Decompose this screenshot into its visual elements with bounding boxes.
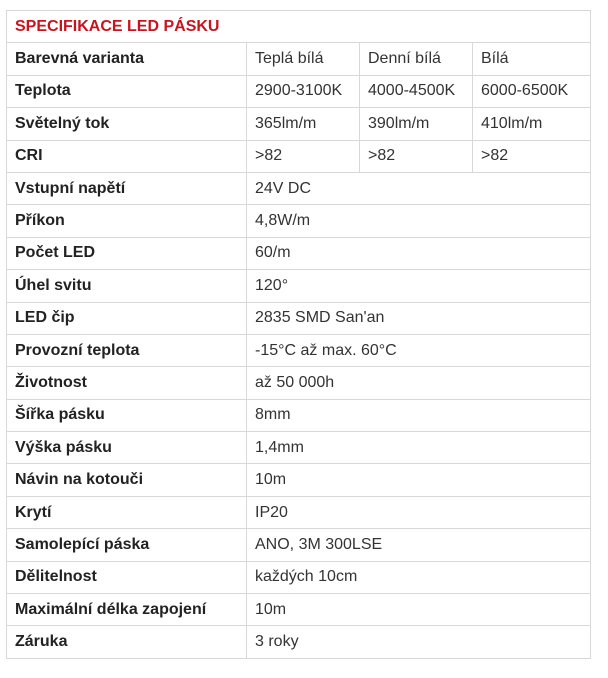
flux-day-white: 390lm/m: [360, 108, 473, 140]
spec-table: [6, 10, 591, 659]
row-value: až 50 000h: [247, 367, 591, 399]
table-row: [7, 529, 591, 561]
row-label: Vstupní napětí: [7, 172, 247, 204]
table-row: [7, 626, 591, 658]
temperature-white: 6000-6500K: [473, 75, 591, 107]
table-row: [7, 594, 591, 626]
row-label: Barevná varianta: [7, 43, 247, 75]
flux-white: 410lm/m: [473, 108, 591, 140]
row-label: Krytí: [7, 496, 247, 528]
cri-day-white: >82: [360, 140, 473, 172]
row-label: CRI: [7, 140, 247, 172]
table-row-variant: [7, 43, 591, 75]
row-label: Životnost: [7, 367, 247, 399]
row-label: Záruka: [7, 626, 247, 658]
table-row: [7, 496, 591, 528]
table-row-temperature: [7, 75, 591, 107]
table-title-row: [7, 11, 591, 43]
flux-warm-white: 365lm/m: [247, 108, 360, 140]
row-label: Dělitelnost: [7, 561, 247, 593]
row-value: -15°C až max. 60°C: [247, 334, 591, 366]
row-label: Provozní teplota: [7, 334, 247, 366]
row-label: Teplota: [7, 75, 247, 107]
row-value: každých 10cm: [247, 561, 591, 593]
table-row: [7, 432, 591, 464]
cri-warm-white: >82: [247, 140, 360, 172]
table-row-cri: [7, 140, 591, 172]
row-label: Úhel svitu: [7, 270, 247, 302]
table-title: SPECIFIKACE LED PÁSKU: [7, 11, 591, 43]
table-row: [7, 172, 591, 204]
row-value: 3 roky: [247, 626, 591, 658]
row-value: ANO, 3M 300LSE: [247, 529, 591, 561]
row-label: Výška pásku: [7, 432, 247, 464]
row-value: 10m: [247, 464, 591, 496]
table-row: [7, 270, 591, 302]
row-value: 8mm: [247, 399, 591, 431]
row-value: 60/m: [247, 237, 591, 269]
variant-warm-white: Teplá bílá: [247, 43, 360, 75]
variant-day-white: Denní bílá: [360, 43, 473, 75]
row-label: Samolepící páska: [7, 529, 247, 561]
row-label: Šířka pásku: [7, 399, 247, 431]
row-label: Příkon: [7, 205, 247, 237]
table-row: [7, 302, 591, 334]
table-row: [7, 334, 591, 366]
cri-white: >82: [473, 140, 591, 172]
variant-white: Bílá: [473, 43, 591, 75]
row-value: 2835 SMD San'an: [247, 302, 591, 334]
row-value: 4,8W/m: [247, 205, 591, 237]
table-row: [7, 205, 591, 237]
table-row-flux: [7, 108, 591, 140]
table-row: [7, 367, 591, 399]
table-row: [7, 237, 591, 269]
temperature-warm-white: 2900-3100K: [247, 75, 360, 107]
row-value: 1,4mm: [247, 432, 591, 464]
spec-table-container: [6, 10, 590, 659]
row-label: Světelný tok: [7, 108, 247, 140]
row-value: 10m: [247, 594, 591, 626]
row-value: 120°: [247, 270, 591, 302]
table-row: [7, 561, 591, 593]
temperature-day-white: 4000-4500K: [360, 75, 473, 107]
row-label: Návin na kotouči: [7, 464, 247, 496]
row-label: Počet LED: [7, 237, 247, 269]
table-row: [7, 464, 591, 496]
row-value: 24V DC: [247, 172, 591, 204]
row-label: LED čip: [7, 302, 247, 334]
table-row: [7, 399, 591, 431]
row-value: IP20: [247, 496, 591, 528]
row-label: Maximální délka zapojení: [7, 594, 247, 626]
